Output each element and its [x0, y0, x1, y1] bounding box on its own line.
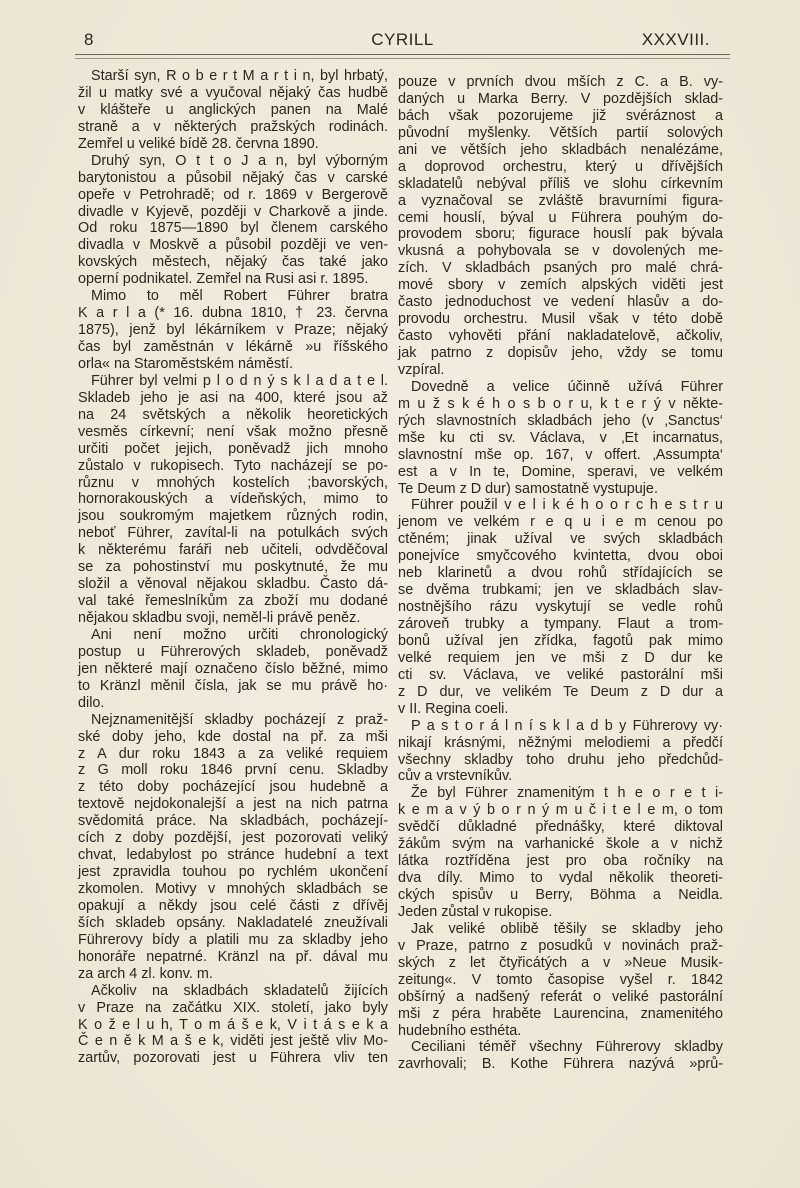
text-line: určiti počet jejich, poněvadž jich mnoho — [78, 440, 388, 457]
paragraph — [398, 1039, 723, 1073]
journal-title: CYRILL — [371, 30, 434, 49]
text-line: zůstalo v rukopisech. Tyto nacházejí se po- — [78, 457, 388, 474]
text-line: hornorakouských a vídeňských, mimo to — [78, 491, 388, 508]
text-line: jenom ve velkém r e q u i e m cenou po — [398, 514, 723, 531]
text-line: ské doby jeho, kde dostal na př. za mši — [78, 728, 388, 745]
running-header — [75, 30, 730, 54]
text-line: orla« na Staroměstském náměstí. — [78, 355, 294, 372]
text-line: rých slavnostních skladbách jeho (v ‚Sanctus‘ — [398, 412, 723, 429]
text-line: často vyhověti přání nakladatelově, ačkoliv, — [398, 328, 723, 345]
text-line: K o ž e l u h, T o m á š e k, V i t á s e k a — [78, 1016, 388, 1033]
text-line: chvat, ledabylost po stránce hudební a text — [78, 847, 388, 864]
text-line: Od roku 1875—1890 byl členem carského — [78, 220, 388, 237]
text-line: mši z péra hraběte Laurencina, znamenitého — [398, 1005, 723, 1022]
text-line: k e m a v ý b o r n ý m u č i t e l e m, o tom — [398, 802, 723, 819]
text-line: v klášteře u anglických panen na Malé — [78, 101, 388, 118]
text-line: cích z doby pozdější, jest pozorovati veliký — [78, 830, 388, 847]
text-line: bonů užíval jen zřídka, fagotů pak mimo — [398, 632, 723, 649]
text-line: Že byl Führer znamenitým t h e o r e t i- — [411, 785, 723, 802]
text-line: kovských městech, nějaký čas také jako — [78, 254, 388, 271]
text-line: Jeden zůstal v rukopise. — [398, 903, 553, 920]
text-line: zároveň trubky a tympany. Flaut a trom- — [398, 616, 723, 632]
text-line: est a v In te, Domine, speravi, ve velkém — [398, 463, 723, 480]
text-line: val také řemeslníkům za zboží mu dodané — [78, 593, 388, 610]
text-line: opakují a někdy jsou celé části z dřívěj — [78, 897, 388, 914]
text-line: Te Deum z D dur) samostatně vystupuje. — [398, 480, 658, 497]
text-line: v II. Regina coeli. — [398, 700, 509, 717]
text-line: žil u matky své a vyučoval nějaký čas hudbě — [78, 84, 388, 101]
text-line: Č e n ě k M a š e k, viděti jest ještě vliv Mo- — [78, 1033, 388, 1050]
text-line: zkomolen. Motivy v mnohých skladbách se — [78, 881, 388, 897]
text-line: opeře v Petrohradě; od r. 1869 v Bergerově — [78, 186, 388, 203]
text-line: jen některé mají označeno číslo běžné, mimo — [78, 660, 388, 677]
right-column — [398, 74, 723, 1073]
paragraph — [398, 921, 723, 1040]
text-line: ckých spisův u Berry, Böhma a Neidla. — [398, 887, 723, 903]
text-line: to Kränzl měnil čísla, jak se mu právě ho· — [78, 677, 388, 694]
paragraph — [78, 153, 388, 289]
text-line: Ačkoliv na skladbách skladatelů žijících — [91, 982, 388, 999]
text-line: čas byl zaměstnán v lékárně »u říšského — [78, 339, 388, 355]
text-line: na 24 světských a několik heoretických — [78, 406, 388, 423]
text-line: dva díly. Mimo to vydal několik theoreti- — [398, 870, 723, 887]
text-line: mše ku cti sv. Václava, v ‚Et incarnatus, — [398, 429, 723, 446]
text-line: vesměs církevní; není však možno přesně — [78, 423, 388, 440]
paragraph — [78, 373, 388, 627]
text-line: K a r l a (* 16. dubna 1810, † 23. června — [78, 305, 388, 322]
text-line: svědomitá práce. Na skladbách, pocházejí- — [78, 813, 388, 830]
text-line: často jednoduchost ve vedení hlasův a do- — [398, 294, 723, 311]
text-line: cemi houslí, býval u Führera pouhým do- — [398, 209, 723, 226]
text-line: Zemřel u veliké bídě 28. června 1890. — [78, 135, 319, 152]
text-line: ských z let čtyřicátých a v »Neue Musik- — [398, 954, 723, 971]
text-line: ani ve větších jeho skladbách nenalézáme, — [398, 141, 723, 158]
text-line: daných u Marka Berry. V pozdějších sklad- — [398, 90, 723, 107]
text-line: zavrhovali; B. Kothe Führera nazývá »prů- — [398, 1056, 723, 1073]
paragraph — [398, 785, 723, 921]
text-line: Jak veliké oblibě těšily se skladby jeho — [411, 920, 723, 937]
text-line: z této doby pocházející jsou hudebně a — [78, 779, 388, 796]
paragraph — [398, 74, 723, 379]
text-line: divadla v Moskvě a působil později ve ven- — [78, 237, 388, 254]
text-line: Dovedně a velice účinně užívá Führer — [411, 378, 723, 395]
text-line: neboť Führer, zavítal-li na potulkách svých — [78, 525, 388, 542]
text-line: hudebního esthéta. — [398, 1022, 522, 1039]
text-line: bách však pozorujeme již svéráznost a — [398, 107, 723, 124]
header-rule — [75, 54, 730, 59]
paragraph — [78, 983, 388, 1068]
paragraph — [78, 288, 388, 373]
text-line: svědčí důkladné přednášky, které diktoval — [398, 819, 723, 836]
text-line: zích. V skladbách psaných pro malé chrá- — [398, 260, 723, 277]
paragraph — [78, 627, 388, 712]
left-column — [78, 68, 388, 1067]
text-line: ponejvíce smyčcového kvintetta, dvou oboi — [398, 548, 723, 565]
text-line: Ceciliani téměř všechny Führerovy skladby — [411, 1039, 723, 1056]
text-line: pouze v prvních dvou mších z C. a B. vy- — [398, 74, 723, 90]
text-line: straně a v některých pražských rodinách. — [78, 118, 388, 135]
text-line: P a s t o r á l n í s k l a d b y Führerovy vy· — [411, 717, 723, 734]
text-line: Ani není možno určiti chronologický — [91, 626, 388, 643]
text-line: nikají krásnými, něžnými melodiemi a předčí — [398, 734, 723, 751]
text-line: divadle v Kyjevě, později v Charkově a jinde. — [78, 203, 388, 220]
text-line: se za pohostinství mu poskytnuté, že mu — [78, 559, 388, 576]
text-line: složil a věnoval nějakou skladbu. Často dá- — [78, 576, 388, 593]
text-line: ších skladeb opsány. Nakladatelé zneužívali — [78, 914, 388, 931]
text-line: látka roztříděna jest pro oba ročníky na — [398, 853, 723, 870]
text-line: z A dur roku 1843 a za veliké requiem — [78, 745, 388, 762]
text-line: zartův, pozorovati jest u Führera vliv ten — [78, 1050, 388, 1067]
text-line: jak patrno z dopisův jeho, vždy se tomu — [398, 345, 723, 361]
text-line: dilo. — [78, 694, 105, 711]
text-line: zeitung«. V tomto časopise vyšel r. 1842 — [398, 971, 723, 988]
text-line: Nejznamenitější skladby pocházejí z praž- — [91, 711, 388, 728]
text-line: Führerovy bídy a platili mu za skladby jeho — [78, 931, 388, 948]
text-line: z D dur, ve velikém Te Deum z D dur a — [398, 683, 723, 700]
text-line: nějakou skladbu svoji, neměl-li právě peněz. — [78, 610, 361, 626]
paragraph — [78, 68, 388, 153]
text-line: Führer použil v e l i k é h o o r c h e s t r u — [411, 497, 723, 514]
text-line: obšírný a nadšený referát o veliké pastorální — [398, 988, 723, 1005]
text-line: Druhý syn, O t t o J a n, byl výborným — [91, 152, 388, 169]
text-line: neb klarinetů a dvou rohů střídajících se — [398, 565, 723, 582]
text-line: mové sbory v zemích alpských viděti jest — [398, 277, 723, 294]
text-line: provodem sboru; figurace houslí pak bývala — [398, 226, 723, 243]
page-number: 8 — [84, 30, 94, 49]
text-line: jsou soukromým majetkem různých rodin, — [78, 508, 388, 525]
text-line: provodu orchestru. Musil však v této době — [398, 311, 723, 328]
paragraph — [78, 712, 388, 983]
text-line: vzpíral. — [398, 361, 445, 378]
text-line: barytonistou a působil nějaký čas v carské — [78, 169, 388, 186]
text-line: v Praze na začátku XIX. století, jako byly — [78, 999, 388, 1016]
text-line: a doprovod orchestru, který u dřívějších — [398, 158, 723, 175]
text-line: a vyznačoval se zvláště bravurními figura- — [398, 192, 723, 209]
text-line: jest zpravidla touhou po rychlém ukončení — [78, 864, 388, 881]
text-line: z G moll roku 1846 první cenu. Skladby — [78, 762, 388, 779]
text-line: honoráře nepatrné. Kränzl na př. dával mu — [78, 948, 388, 965]
text-line: cův a vrstevníkův. — [398, 768, 513, 785]
paragraph — [398, 497, 723, 717]
text-line: za arch 4 zl. konv. m. — [78, 965, 213, 982]
text-line: nostnějšího rázu vyskytují se vedle rohů — [398, 599, 723, 616]
text-line: Starší syn, R o b e r t M a r t i n, byl hrbatý, — [91, 68, 388, 84]
text-line: textově nejdokonalejší a jest na nich patrna — [78, 796, 388, 813]
volume-number: XXXVIII. — [641, 30, 710, 49]
text-line: operní podnikatel. Zemřel na Rusi asi r. 1895. — [78, 271, 369, 288]
text-line: různu v mnohých kostelích ;bavorských, — [78, 474, 388, 491]
paragraph — [398, 379, 723, 498]
text-line: postup u Führerových skladeb, poněvadž — [78, 643, 388, 660]
text-line: slavnostní mše op. 167, v offert. ‚Assumpta‘ — [398, 446, 723, 463]
text-line: m u ž s k é h o s b o r u, k t e r ý v někte- — [398, 395, 723, 412]
text-line: původní myšlenky. Větších partií solových — [398, 124, 723, 141]
text-line: se dvěma trubkami; jen ve skladbách slav- — [398, 582, 723, 599]
text-line: ctěném; jinak užíval ve svých skladbách — [398, 531, 723, 548]
text-line: velké requiem jen ve mši z D dur ke — [398, 649, 723, 666]
text-line: Skladeb jeho je asi na 400, které jsou až — [78, 389, 388, 406]
text-line: k některému faráři neb učiteli, odvděčoval — [78, 542, 388, 559]
text-line: Führer byl velmi p l o d n ý s k l a d a t e l. — [91, 372, 388, 389]
text-line: vkusná a pohybovala se v dovolených me- — [398, 243, 723, 260]
text-line: žákům svým na varhanické škole a v nichž — [398, 836, 723, 853]
text-line: cti sv. Václava, ve veliké pastorální mši — [398, 666, 723, 683]
text-line: 1875), jenž byl lékárníkem v Praze; nějaký — [78, 322, 388, 339]
text-line: všechny skladby toho druhu jeho předchůd- — [398, 751, 723, 768]
text-line: skladatelů nebýval příliš ve slohu církevním — [398, 175, 723, 192]
text-line: Mimo to měl Robert Führer bratra — [91, 288, 388, 305]
text-line: v Praze, patrno z posudků v novinách praž- — [398, 937, 723, 954]
paragraph — [398, 718, 723, 786]
